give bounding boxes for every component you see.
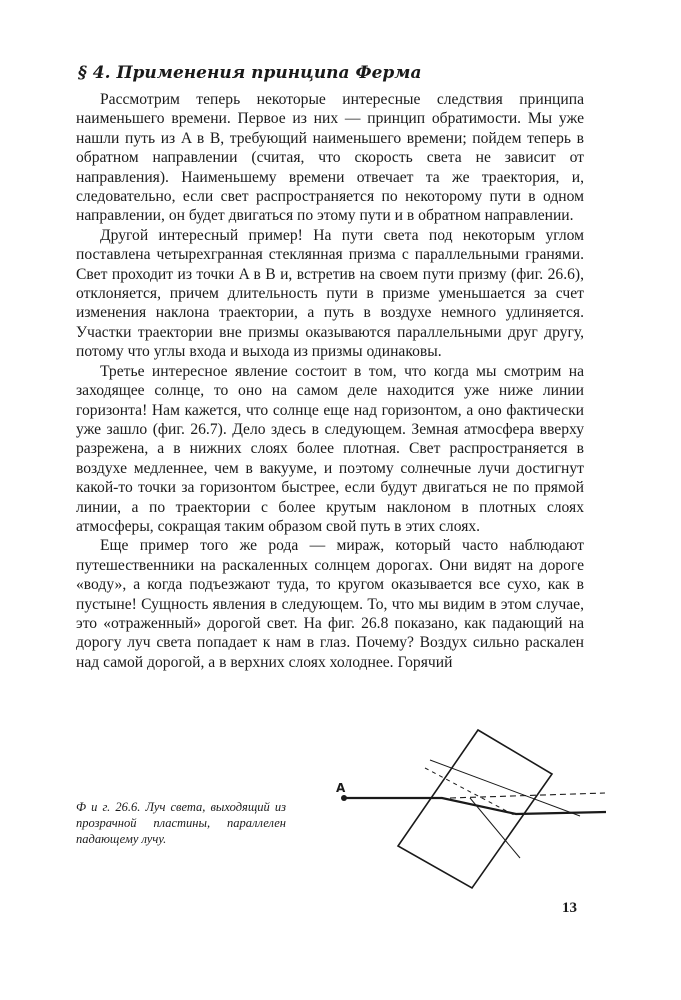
point-a-dot [341,795,347,801]
prism-diagram [330,718,610,898]
paragraph: Третье интересное явление состоит в том, что когда мы смотрим на заходящее солнце, то оно на самом деле находится уже ниже линии горизонта! Нам кажется, что солнце еще над горизонтом, а оно фактически уже зашло (фиг. 26.7). Дело здесь в следующем. Земная атмосфера вверху разрежена, а в нижних слоях более плотная. Свет распространяется в воздухе медленнее, чем в вакууме, и поэтому солнечные лучи достигнут какой-то точки за горизонтом быстрее, если будут двигаться не по прямой линии, а по траектории с более крутым наклоном в плотных слоях атмосферы, сокращая таким образом свой путь в этих слоях. [76,362,584,535]
section-heading: § 4. Применения принципа Ферма [78,63,422,83]
paragraph: Другой интересный пример! На пути света под некоторым углом поставлена четырехгранная стеклянная призма с параллельными гранями. Свет проходит из точки A в B и, встретив на своем пути призму (фиг. 26.6), отклоняется, причем длительность пути в призме уменьшается за счет изменения наклона траектории, а путь в воздухе немного удлиняется. Участки траектории вне призмы оказываются параллельными друг другу, потому что углы входа и выхода из призмы одинаковы. [76,226,584,361]
paragraph: Рассмотрим теперь некоторые интересные следствия принципа наименьшего времени. Первое из них — принцип обратимости. Мы уже нашли путь из A в B, требующий наименьшего времени; пойдем теперь в обратном направлении (считая, что скорость света не зависит от направления). Наименьшему времени отвечает та же траектория, и, следовательно, если свет распространяется по некоторому пути в одном направлении, он будет двигаться по этому пути и в обратном направлении. [76,91,584,225]
light-ray [344,798,606,814]
guide-line [430,760,580,816]
figure-caption: Ф и г. 26.6. Луч света, выходящий из прозрачной пластины, параллелен падающему лучу. [76,800,286,846]
page-number: 13 [562,900,577,916]
point-a-label: A [336,781,346,795]
paragraph: Еще пример того же рода — мираж, который часто наблюдают путешественники на раскаленных солнцем дорогах. Они видят на дороге «воду», а когда подъезжают туда, то кругом оказывается все сухо, как в пустыне! Сущность явления в следующем. То, что мы видим в этом случае, это «отраженный» дорогой свет. На фиг. 26.8 показано, как падающий на дорогу луч света попадает к нам в глаз. Почему? Воздух сильно раскален над самой дорогой, а в верхних слоях холоднее. Горячий [76,537,584,671]
figure-prism-diagram [330,718,610,898]
guide-line [470,798,520,858]
body-text [76,90,584,672]
incident-ray-extension [450,793,605,798]
glass-plate [398,730,552,888]
